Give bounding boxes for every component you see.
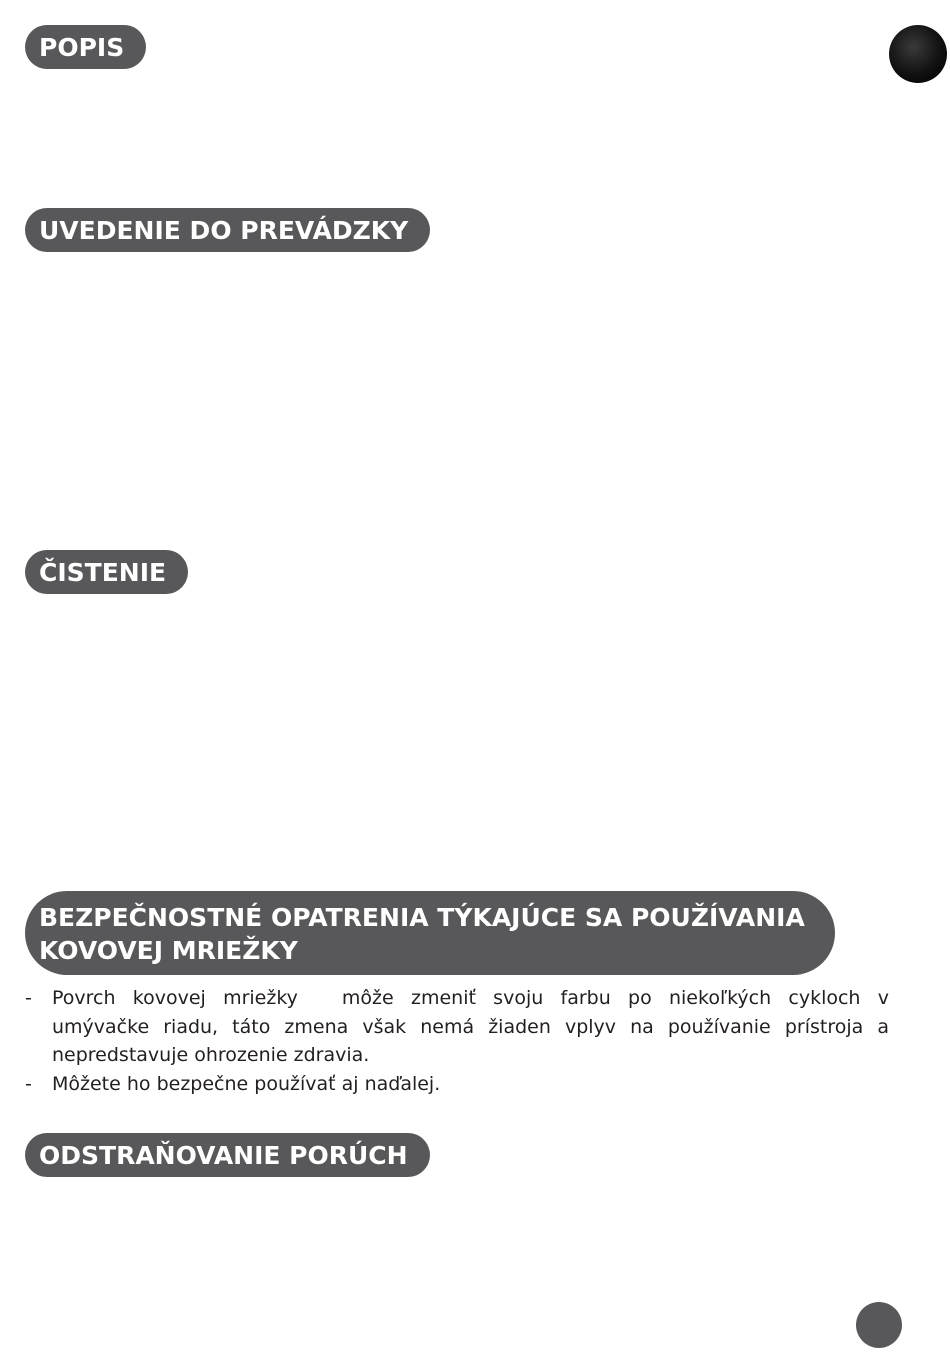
section-heading-uvedenie-do-prevadzky: UVEDENIE DO PREVÁDZKY (25, 208, 430, 252)
list-item-text: Môžete ho bezpečne používať aj naďalej. (52, 1072, 441, 1095)
list-item (25, 1070, 889, 1099)
section-heading-odstranovanie-poruch: ODSTRAŇOVANIE PORÚCH (25, 1133, 430, 1177)
safety-precautions-list (25, 984, 889, 1098)
section-heading-cistenie: ČISTENIE (25, 550, 188, 594)
list-item-text-part1: Povrch kovovej mriežky (52, 987, 298, 1009)
page-number-circle (856, 1302, 902, 1348)
section-heading-bezpecnostne-opatrenia: BEZPEČNOSTNÉ OPATRENIA TÝKAJÚCE SA POUŽÍVANIA KOVOVEJ MRIEŽKY (25, 891, 835, 975)
list-item-text-part2: môže zmeniť svoju farbu po niekoľkých cykloch v umývačke riadu, táto zmena však nemá žiaden vplyv na používanie prístroja a nepredstavuje ohrozenie zdravia. (52, 987, 889, 1066)
list-dash: - (25, 987, 32, 1009)
corner-marker-circle (889, 25, 947, 83)
list-dash: - (25, 1072, 32, 1095)
section-heading-popis: POPIS (25, 25, 146, 69)
list-item (25, 984, 889, 1070)
